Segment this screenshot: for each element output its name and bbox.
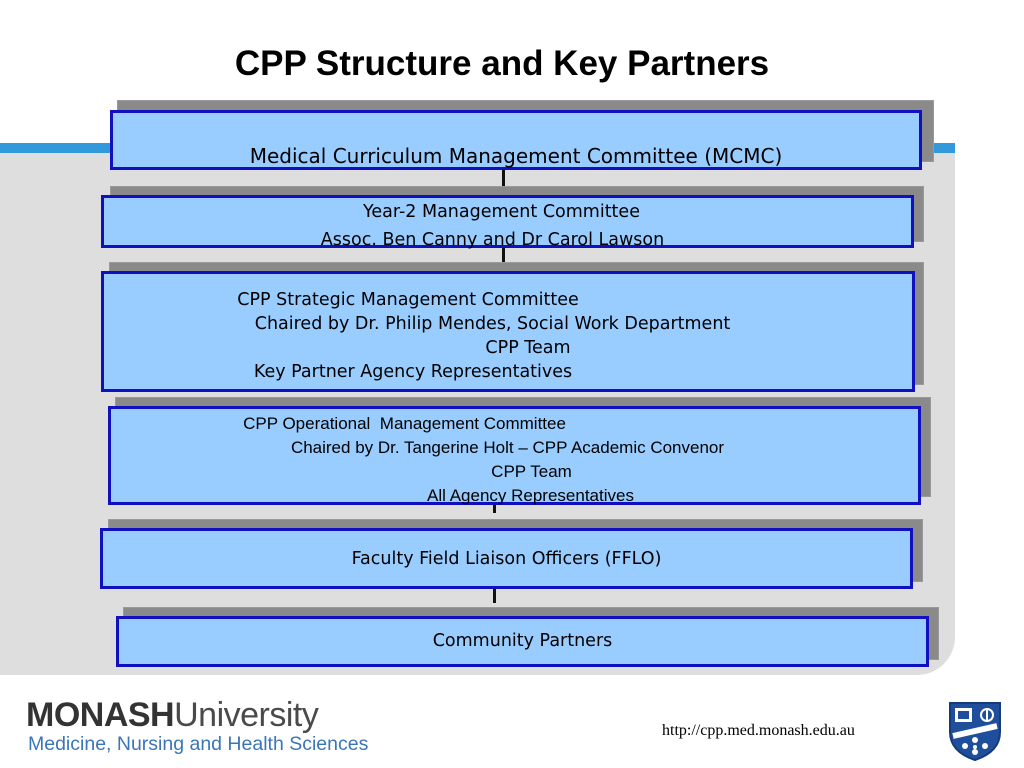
slide-title: CPP Structure and Key Partners — [234, 44, 770, 83]
connector-line — [493, 588, 496, 603]
fflo-label: Faculty Field Liaison Officers (FFLO) — [351, 549, 662, 569]
strategic-committee-chair: Chaired by Dr. Philip Mendes, Social Work Department — [254, 314, 731, 334]
strategic-committee-reps: Key Partner Agency Representatives — [253, 362, 573, 382]
monash-crest-icon — [947, 700, 1003, 762]
operational-committee-team: CPP Team — [491, 462, 572, 481]
community-partners-box — [116, 616, 929, 667]
strategic-committee-box — [101, 271, 915, 392]
year2-committee-chairs: Assoc. Ben Canny and Dr Carol Lawson — [320, 230, 665, 250]
monash-logo — [26, 696, 318, 735]
strategic-committee-title: CPP Strategic Management Committee — [237, 290, 579, 310]
community-partners-label: Community Partners — [432, 631, 613, 651]
operational-committee-title: CPP Operational Management Committee — [243, 414, 566, 433]
operational-committee-box — [108, 406, 921, 505]
year2-committee-box — [101, 195, 914, 248]
fflo-box — [100, 528, 913, 589]
operational-committee-reps: All Agency Representatives — [427, 486, 634, 505]
faculty-name: Medicine, Nursing and Health Sciences — [28, 733, 369, 755]
strategic-committee-team: CPP Team — [485, 338, 571, 358]
mcmc-label: Medical Curriculum Management Committee (MCMC) — [249, 144, 783, 168]
website-url: http://cpp.med.monash.edu.au — [662, 722, 855, 739]
logo-word-university: University — [174, 696, 319, 734]
mcmc-box — [110, 110, 922, 170]
operational-committee-chair: Chaired by Dr. Tangerine Holt – CPP Academic Convenor — [290, 438, 725, 457]
logo-word-monash: MONASH — [26, 696, 175, 734]
year2-committee-title: Year-2 Management Committee — [363, 202, 640, 222]
